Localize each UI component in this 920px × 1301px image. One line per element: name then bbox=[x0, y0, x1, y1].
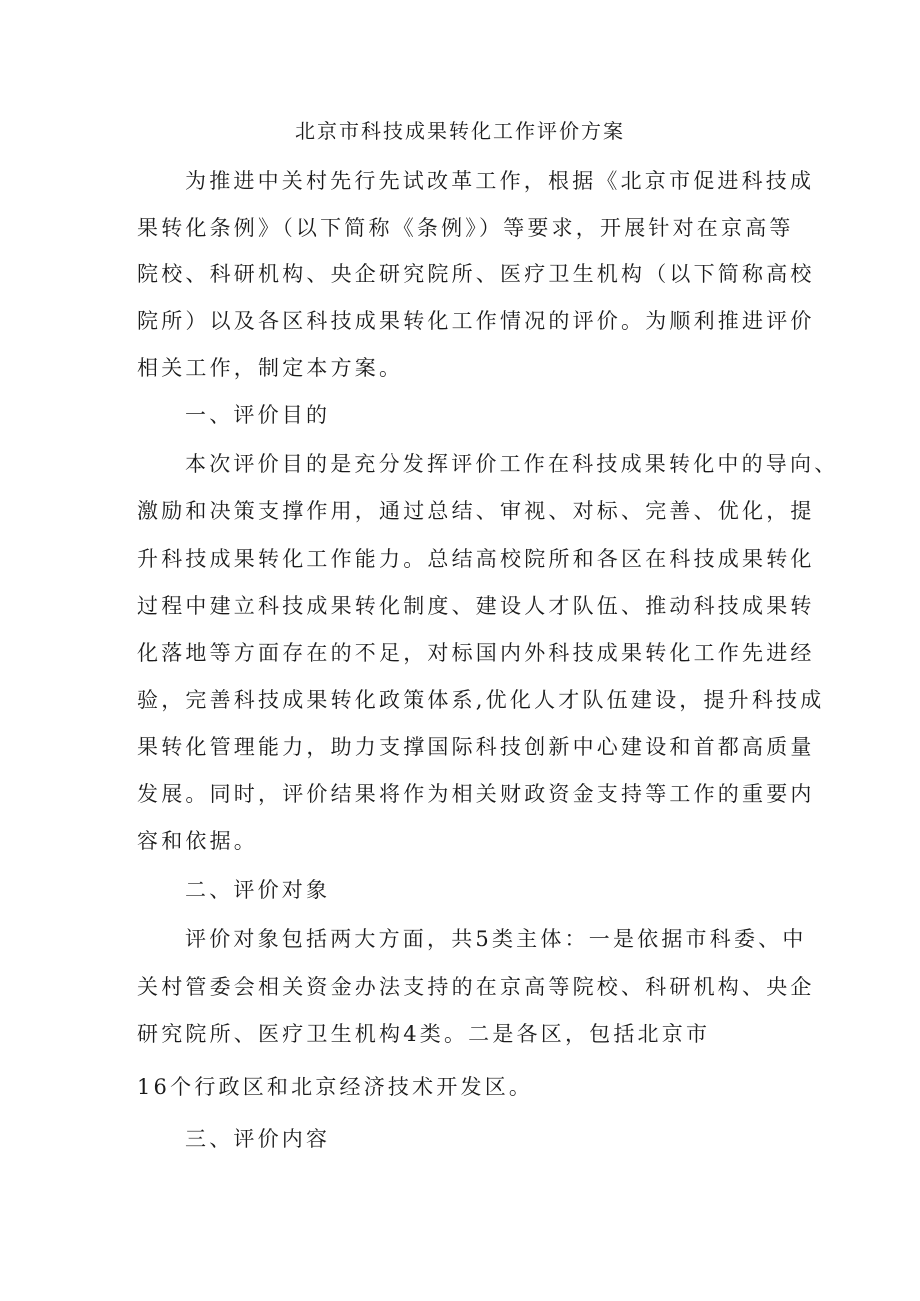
section-1-line-4: 过程中建立科技成果转化制度、建设人才队伍、推动科技成果转 bbox=[137, 594, 815, 618]
section-1-line-2: 激励和决策支撑作用，通过总结、审视、对标、完善、优化，提 bbox=[137, 499, 815, 523]
intro-line-5: 相关工作，制定本方案。 bbox=[137, 356, 404, 380]
section-1-line-6: 验，完善科技成果转化政策体系,优化人才队伍建设，提升科技成 bbox=[137, 688, 825, 712]
section-3-heading: 三、评价内容 bbox=[185, 1127, 331, 1151]
document-title: 北京市科技成果转化工作评价方案 bbox=[295, 119, 625, 143]
intro-line-1: 为推进中关村先行先试改革工作，根据《北京市促进科技成 bbox=[185, 169, 815, 193]
section-2-line-2: 关村管委会相关资金办法支持的在京高等院校、科研机构、央企 bbox=[137, 975, 815, 999]
intro-line-3: 院校、科研机构、央企研究院所、医疗卫生机构（以下简称高校 bbox=[137, 262, 815, 286]
intro-line-2: 果转化条例》（以下简称《条例》）等要求，开展针对在京高等 bbox=[137, 216, 794, 240]
section-2-heading: 二、评价对象 bbox=[185, 878, 331, 902]
section-1-line-9: 容和依据。 bbox=[137, 829, 258, 853]
section-1-line-5: 化落地等方面存在的不足，对标国内外科技成果转化工作先进经 bbox=[137, 641, 815, 665]
section-2-line-3: 研究院所、医疗卫生机构4类。二是各区，包括北京市 bbox=[137, 1022, 711, 1046]
section-1-line-7: 果转化管理能力，助力支撑国际科技创新中心建设和首都高质量 bbox=[137, 735, 815, 759]
section-1-heading: 一、评价目的 bbox=[185, 403, 331, 427]
section-1-line-3: 升科技成果转化工作能力。总结高校院所和各区在科技成果转化 bbox=[137, 547, 815, 571]
section-2-line-4: 16个行政区和北京经济技术开发区。 bbox=[137, 1075, 534, 1099]
intro-line-4: 院所）以及各区科技成果转化工作情况的评价。为顺利推进评价 bbox=[137, 309, 815, 333]
section-1-line-8: 发展。同时，评价结果将作为相关财政资金支持等工作的重要内 bbox=[137, 782, 815, 806]
section-1-line-1: 本次评价目的是充分发挥评价工作在科技成果转化中的导向、 bbox=[185, 452, 839, 476]
section-2-line-1: 评价对象包括两大方面，共5类主体：一是依据市科委、中 bbox=[185, 927, 807, 951]
